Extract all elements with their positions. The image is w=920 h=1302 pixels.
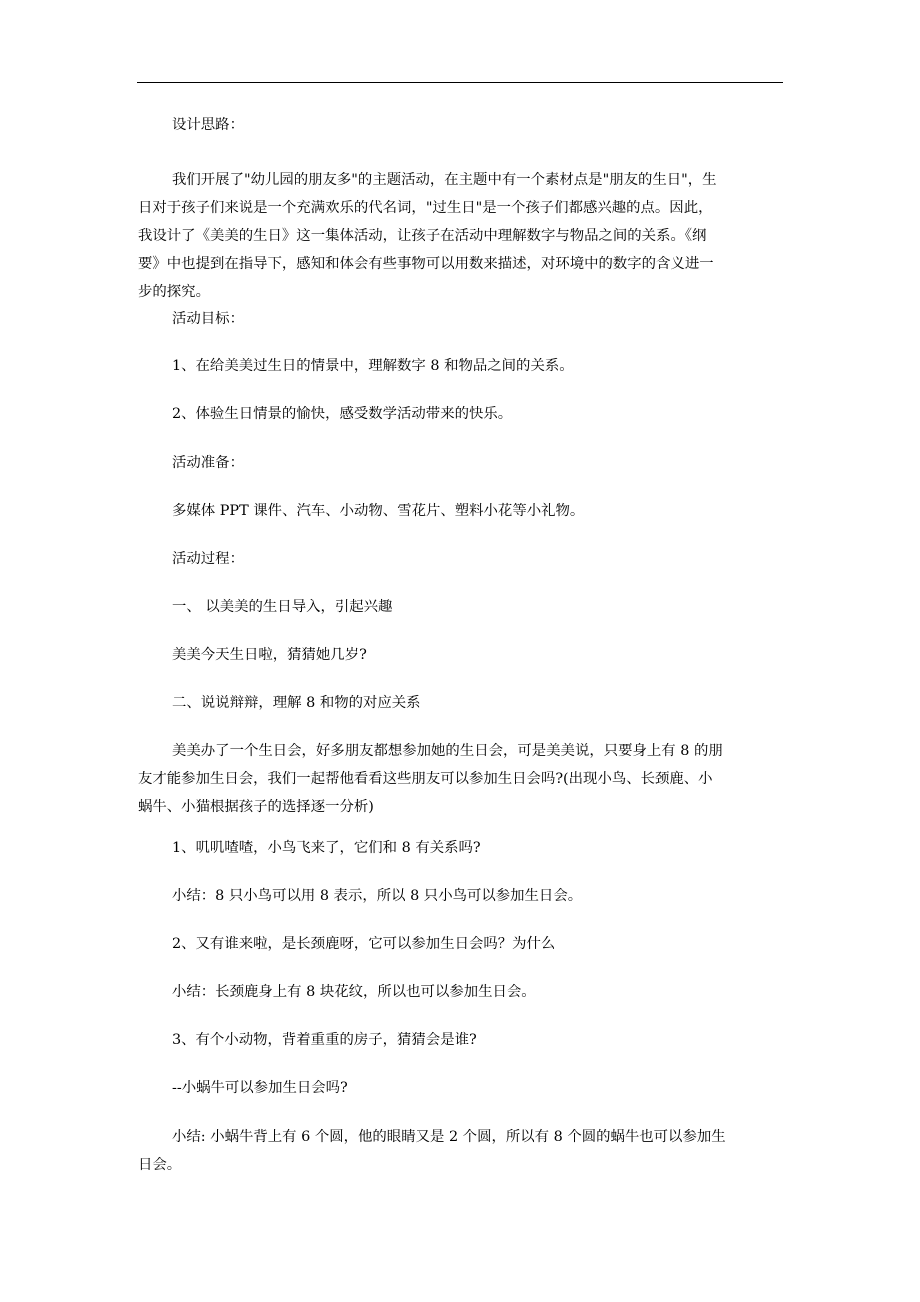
step-heading-2 — [172, 689, 784, 717]
text-line: 活动过程： — [172, 551, 244, 567]
text-line: 友才能参加生日会，我们一起帮他看看这些朋友可以参加生日会吗?(出现小鸟、长颈鹿、小 — [138, 771, 713, 787]
text-line: 小结：长颈鹿身上有 8 块花纹，所以也可以参加生日会。 — [172, 984, 536, 1000]
goal-item-2 — [172, 400, 784, 428]
text-line: 我设计了《美美的生日》这一集体活动，让孩子在活动中理解数字与物品之间的关系。《纲 — [138, 228, 707, 244]
header-rule — [137, 82, 783, 83]
prep-paragraph — [172, 497, 784, 525]
text-line: 设计思路： — [172, 117, 244, 133]
text-line: 2、体验生日情景的愉快，感受数学活动带来的快乐。 — [172, 406, 513, 422]
text-line: 步的探究。 — [138, 284, 210, 300]
text-line: 活动目标： — [172, 311, 244, 327]
text-line: 1、叽叽喳喳，小鸟飞来了，它们和 8 有关系吗? — [172, 840, 481, 856]
text-line: 小结：8 只小鸟可以用 8 表示，所以 8 只小鸟可以参加生日会。 — [172, 888, 583, 904]
text-line: --小蜗牛可以参加生日会吗? — [172, 1080, 348, 1096]
text-line: 多媒体 PPT 课件、汽车、小动物、雪花片、塑料小花等小礼物。 — [172, 503, 585, 519]
summary-1 — [172, 882, 784, 910]
text-line: 1、在给美美过生日的情景中，理解数字 8 和物品之间的关系。 — [172, 358, 574, 374]
text-line: 小结: 小蜗牛背上有 6 个圆，他的眼睛又是 2 个圆，所以有 8 个圆的蜗牛也可以参加生 — [172, 1129, 726, 1145]
section-heading-design — [172, 111, 784, 139]
section-heading-process — [172, 545, 784, 573]
summary-2 — [172, 978, 784, 1006]
text-line: 3、有个小动物，背着重重的房子，猜猜会是谁? — [172, 1032, 477, 1048]
text-line: 我们开展了"幼儿园的朋友多"的主题活动，在主题中有一个素材点是"朋友的生日"，生 — [172, 172, 717, 188]
text-line: 二、说说辩辩，理解 8 和物的对应关系 — [172, 695, 421, 711]
text-line: 美美今天生日啦，猜猜她几岁? — [172, 647, 367, 663]
step-2-paragraph — [138, 737, 784, 821]
text-line: 活动准备： — [172, 455, 244, 471]
question-3 — [172, 1026, 784, 1054]
step-heading-1 — [172, 593, 784, 621]
text-line: 蜗牛、小猫根据孩子的选择逐一分析) — [138, 799, 374, 815]
text-line: 要》中也提到在指导下，感知和体会有些事物可以用数来描述，对环境中的数字的含义进一 — [138, 256, 714, 272]
question-3-followup — [172, 1074, 784, 1102]
text-line: 美美办了一个生日会，好多朋友都想参加她的生日会，可是美美说，只要身上有 8 的朋 — [172, 743, 723, 759]
section-heading-prep — [172, 449, 784, 477]
question-2 — [172, 930, 784, 958]
text-line: 一、 以美美的生日导入，引起兴趣 — [172, 599, 393, 615]
paragraph-design — [138, 166, 784, 306]
summary-3 — [138, 1123, 784, 1179]
text-line: 日会。 — [138, 1157, 182, 1173]
text-line: 日对于孩子们来说是一个充满欢乐的代名词，"过生日"是一个孩子们都感兴趣的点。因此， — [138, 200, 713, 216]
goal-item-1 — [172, 352, 784, 380]
section-heading-goals — [172, 305, 784, 333]
text-line: 2、又有谁来啦，是长颈鹿呀，它可以参加生日会吗？为什么 — [172, 936, 556, 952]
question-1 — [172, 834, 784, 862]
step-1-paragraph — [172, 641, 784, 669]
